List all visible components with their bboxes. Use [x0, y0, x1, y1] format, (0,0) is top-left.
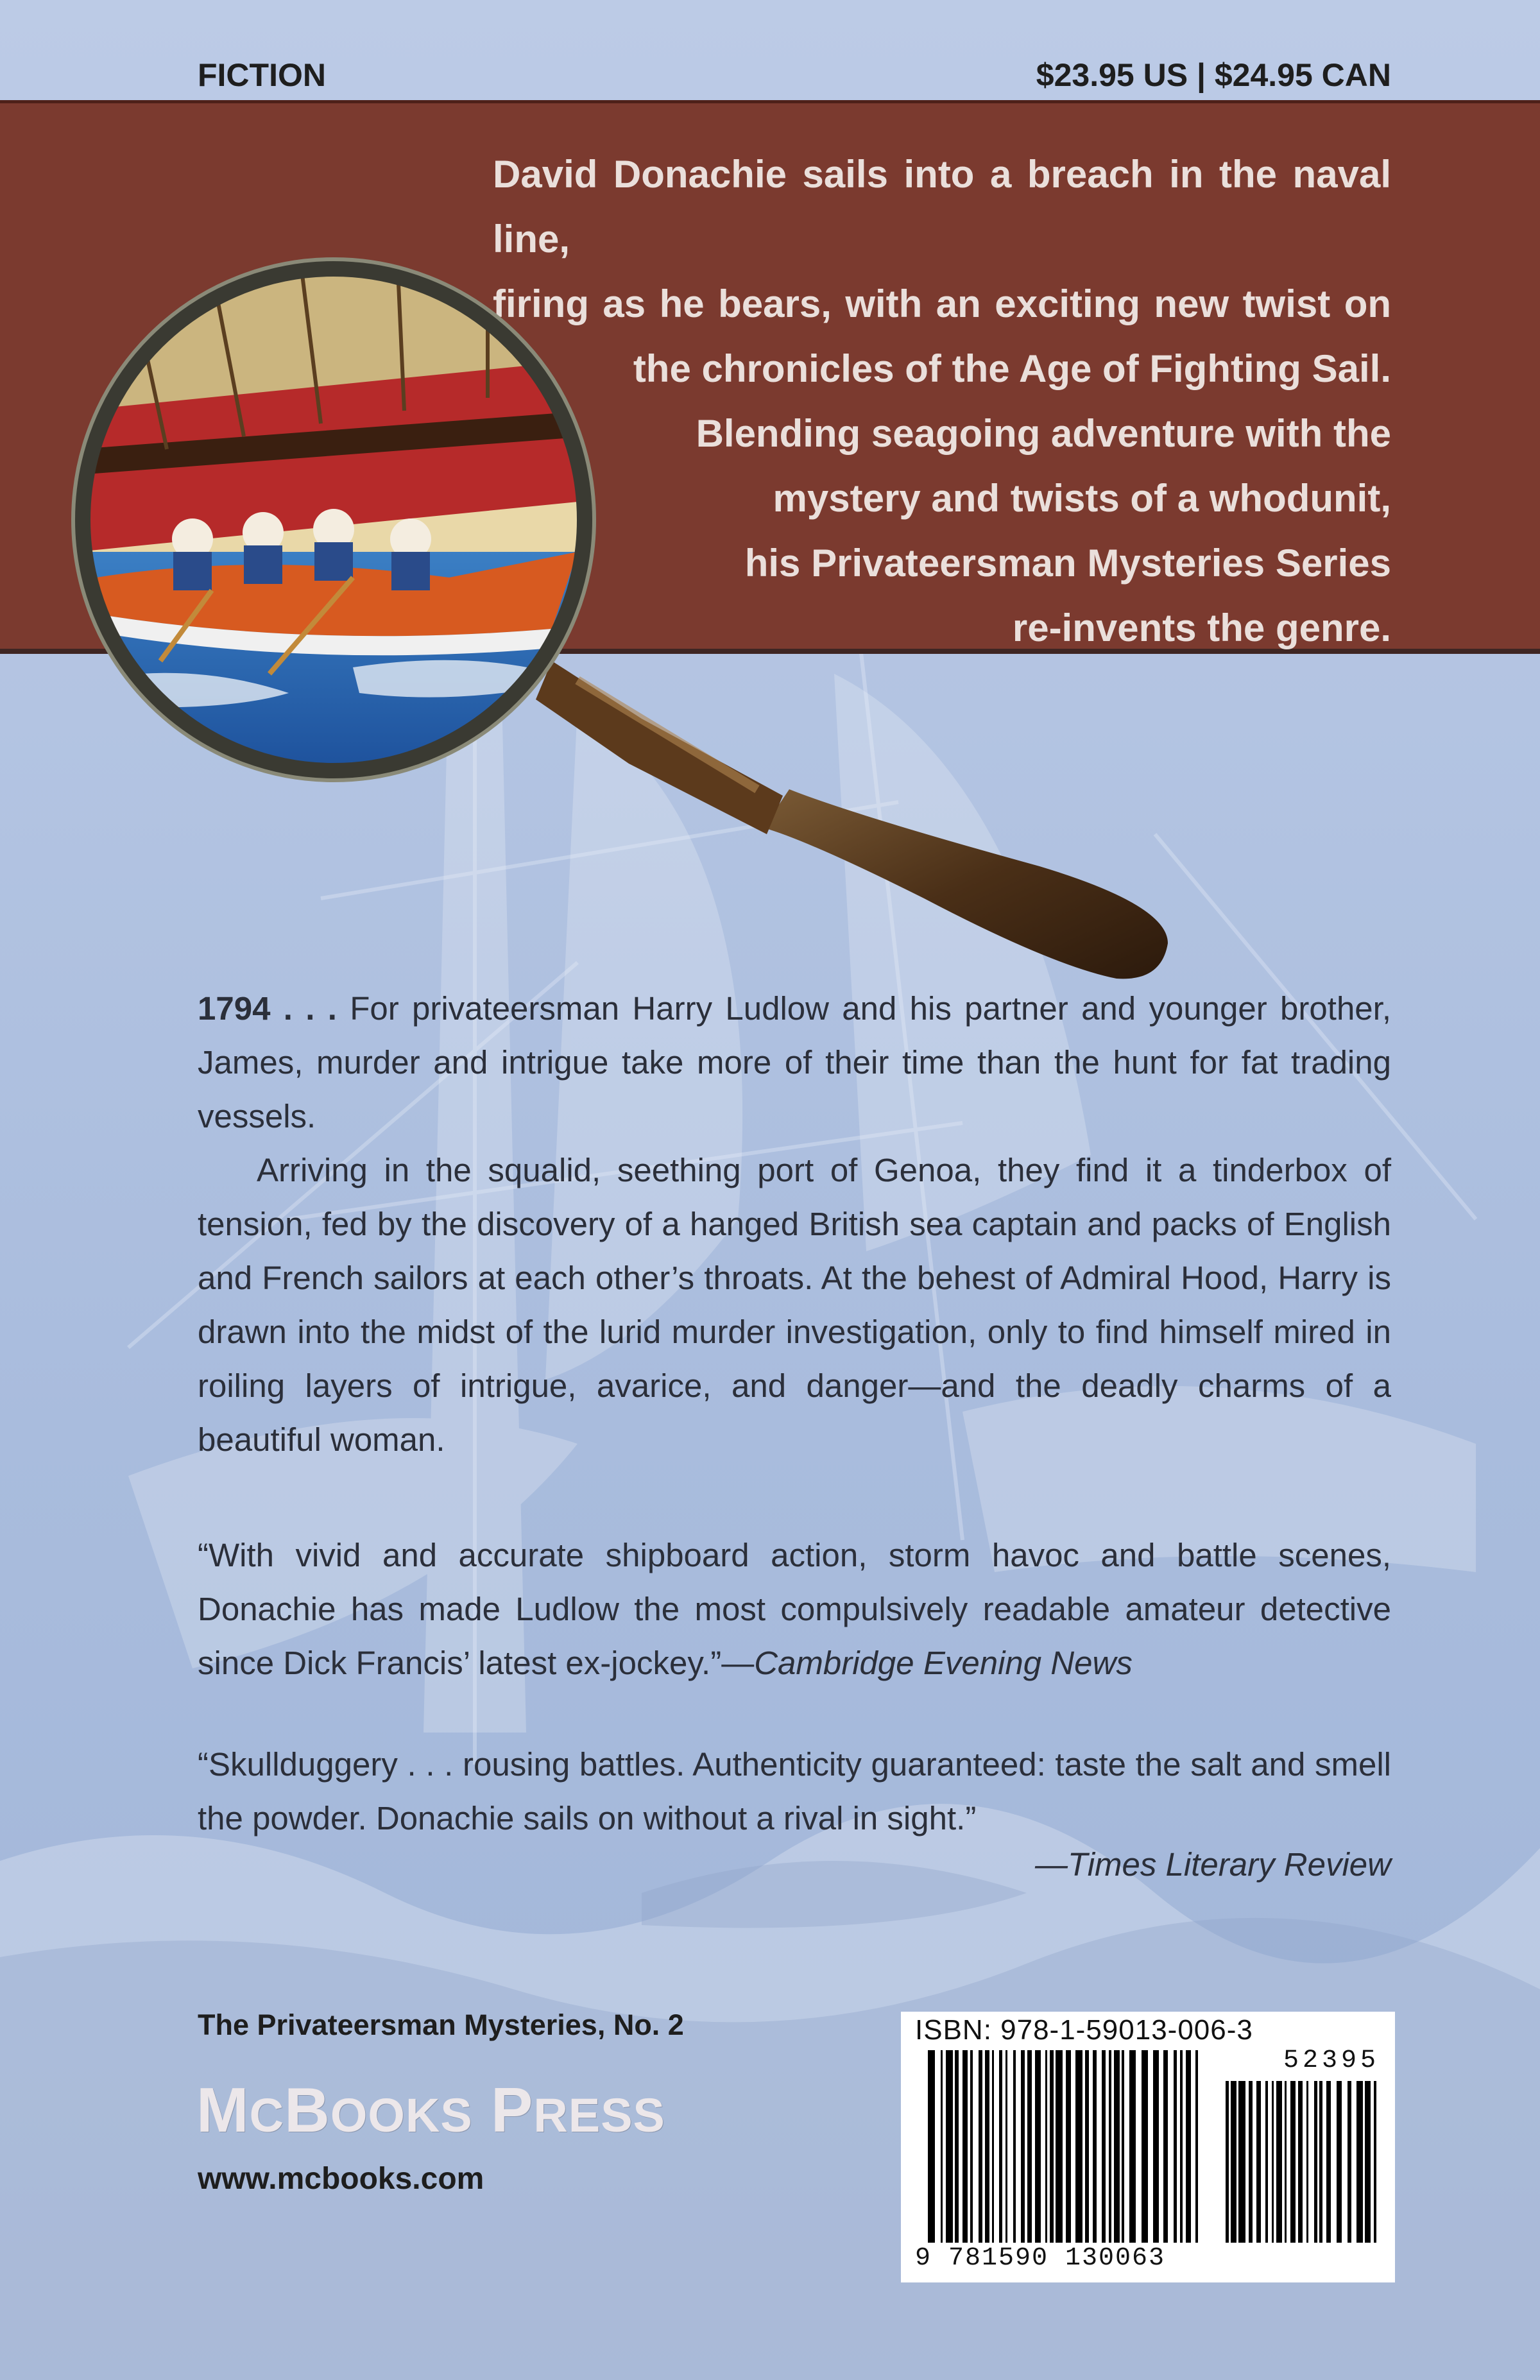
barcode-bar: [1337, 2081, 1342, 2243]
year-label: 1794 . . .: [198, 990, 337, 1027]
blurb-line: firing as he bears, with an exciting new twist on: [493, 282, 1391, 325]
magnifying-glass-illustration: [0, 0, 1540, 1027]
publisher-logo: MCBOOKS PRESS: [196, 2075, 665, 2145]
barcode-bar: [1093, 2050, 1097, 2243]
blurb-line: re-invents the genre.: [1012, 606, 1391, 649]
barcode-bar: [1102, 2050, 1106, 2243]
barcode-bar: [1021, 2050, 1025, 2243]
barcode-bar: [1319, 2081, 1322, 2243]
barcode-bar: [1122, 2050, 1124, 2243]
barcode-bar: [1114, 2050, 1120, 2243]
category-label: FICTION: [198, 57, 326, 93]
publisher-website: www.mcbooks.com: [198, 2162, 484, 2196]
barcode-bar: [1326, 2081, 1331, 2243]
barcode-bar: [1231, 2081, 1236, 2243]
barcode-bar: [955, 2050, 959, 2243]
barcode-bar: [1174, 2050, 1177, 2243]
barcode-bar: [1374, 2081, 1376, 2243]
barcode-bar: [1142, 2050, 1148, 2243]
price-code: 52395: [1283, 2046, 1380, 2075]
handle-icon: [764, 789, 1168, 979]
blurb-line: David Donachie sails into a breach in the naval line,: [493, 153, 1391, 261]
barcode-bar: [1153, 2050, 1159, 2243]
barcode-bar: [1226, 2081, 1229, 2243]
isbn-barcode: [901, 2012, 1395, 2282]
review-quote-1: “With vivid and accurate shipboard action, storm havoc and battle scenes, Donachie has made Ludlow the most compulsively readable amateur detective since Dick Francis’ latest ex-jockey.”—Cambridge Evening News: [198, 1537, 1391, 1681]
barcode-bar: [1276, 2081, 1282, 2243]
barcode-bar: [1013, 2050, 1016, 2243]
barcode-bar: [928, 2050, 935, 2243]
barcode-bar: [1045, 2050, 1047, 2243]
barcode-bar: [1085, 2050, 1089, 2243]
barcode-bar: [1290, 2081, 1296, 2243]
barcode-bar: [941, 2050, 943, 2243]
barcode-bar: [1050, 2050, 1054, 2243]
ean-digits: 9 781590 130063: [915, 2244, 1166, 2273]
isbn-text: ISBN: 978-1-59013-006-3: [915, 2014, 1253, 2046]
review-source-1: Cambridge Evening News: [754, 1645, 1133, 1681]
barcode-bar: [1163, 2050, 1168, 2243]
review-source-2: —Times Literary Review: [1035, 1846, 1391, 1883]
barcode-bar: [1298, 2081, 1303, 2243]
barcode-bar: [1195, 2050, 1198, 2243]
barcode-bar: [1306, 2081, 1308, 2243]
price-label: $23.95 US | $24.95 CAN: [1036, 57, 1391, 93]
barcode-bar: [1249, 2081, 1253, 2243]
barcode-bar: [946, 2050, 953, 2243]
description-paragraph-2: Arriving in the squalid, seething port of Genoa, they find it a tinderbox of tension, fed by the discovery of a hanged British sea captain and packs of English and French sailors at each other’s throats. At the behest of Admiral Hood, Harry is drawn into the midst of the lurid murder investigation, only to find himself mired in roiling layers of intrigue, avarice, and danger—and the deadly charms of a beautiful woman.: [198, 1152, 1391, 1458]
book-description: [198, 982, 1391, 1467]
barcode-bar: [1109, 2050, 1111, 2243]
barcode-bar: [970, 2050, 973, 2243]
barcode-bar: [1180, 2050, 1183, 2243]
blurb-line: Blending seagoing adventure with the: [696, 412, 1391, 455]
barcode-bar: [1272, 2081, 1274, 2243]
barcode-bar: [1356, 2081, 1363, 2243]
series-label: The Privateersman Mysteries, No. 2: [198, 2008, 684, 2041]
barcode-bar: [1066, 2050, 1071, 2243]
barcode-bar: [1314, 2081, 1317, 2243]
barcode-bar: [1005, 2050, 1007, 2243]
barcode-bar: [1027, 2050, 1032, 2243]
barcode-bar: [992, 2050, 994, 2243]
review-quote-2: “Skullduggery . . . rousing battles. Authenticity guaranteed: taste the salt and smell the powder. Donachie sails on without a rival in sight.”: [198, 1746, 1391, 1836]
barcode-bar: [1285, 2081, 1287, 2243]
barcode-bar: [1129, 2050, 1136, 2243]
barcode-bar: [1056, 2050, 1063, 2243]
barcode-bar: [1348, 2081, 1351, 2243]
barcode-bar: [979, 2050, 982, 2243]
barcode-bar: [1186, 2050, 1191, 2243]
blurb-line: the chronicles of the Age of Fighting Sail.: [633, 347, 1391, 390]
addon-barcode-bars: [1224, 2081, 1378, 2243]
blurb-line: his Privateersman Mysteries Series: [744, 542, 1391, 585]
blurb-line: mystery and twists of a whodunit,: [773, 477, 1391, 520]
barcode-bar: [1265, 2081, 1268, 2243]
barcode-bar: [1035, 2050, 1041, 2243]
barcode-bar: [985, 2050, 989, 2243]
barcode-bar: [1238, 2081, 1245, 2243]
barcode-bar: [1365, 2081, 1371, 2243]
ean-barcode-bars: [927, 2050, 1202, 2243]
barcode-bar: [1075, 2050, 1082, 2243]
barcode-bar: [963, 2050, 968, 2243]
description-paragraph-1: 1794 . . . For privateersman Harry Ludlow and his partner and younger brother, James, murder and intrigue take more of their time than the hunt for fat trading vessels.: [198, 990, 1392, 1134]
barcode-bar: [999, 2050, 1002, 2243]
barcode-bar: [1256, 2081, 1261, 2243]
